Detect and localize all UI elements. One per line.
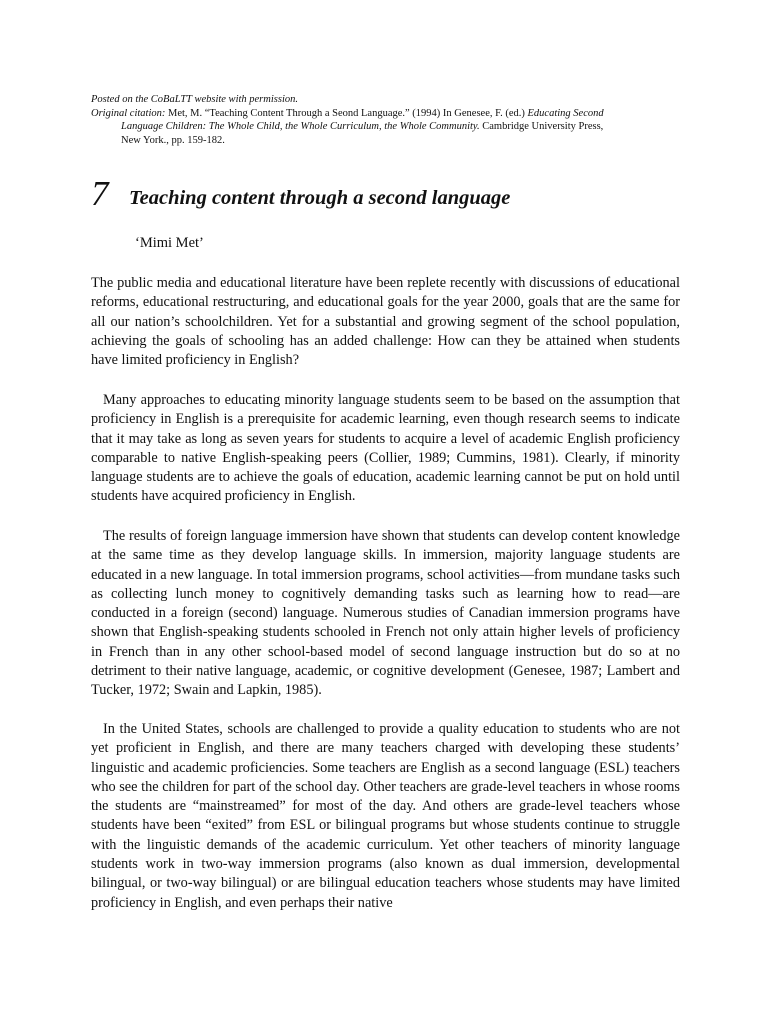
chapter-number: 7 [91, 174, 109, 213]
citation-publisher: Cambridge University Press, [479, 121, 604, 133]
body-paragraph-2: Many approaches to educating minority language students seem to be based on the assumption that proficiency in English is a prerequisite for academic learning, even though research seems to indicate that it may take as long as seven years for students to acquire a level of academic English proficiency comparable to native English-speaking peers (Collier, 1989; Cummins, 1981). Clearly, if minority language students are to achieve the goals of education, academic learning cannot be put on hold until students have acquired proficiency in English. [91, 392, 680, 505]
citation-end: New York., pp. 159-182. [121, 134, 225, 146]
chapter-title: Teaching content through a second language [129, 187, 511, 209]
posted-notice: Posted on the CoBaLTT website with permission. [91, 94, 298, 105]
body-paragraph-1: The public media and educational literature have been replete recently with discussions of educational reforms, educational restructuring, and educational goals for the year 2000, goals that are the same for all our nation’s schoolchildren. Yet for a substantial and growing segment of the school population, achieving the goals of schooling has an added challenge: How can they be attained when students have limited proficiency in English? [91, 275, 680, 369]
body-paragraph-4: In the United States, schools are challenged to provide a quality education to students who are not yet proficient in English, and there are many teachers charged with developing these students’ linguistic and academic proficiencies. Some teachers are English as a second language (ESL) teachers who see the children for part of the school day. Other teachers are grade-level teachers in whose rooms the students are “mainstreamed” for most of the day. And others are grade-level teachers whose students have been “exited” from ESL or bilingual programs but whose students continue to struggle with the linguistic demands of the academic curriculum. Yet other teachers of minority language students work in two-way immersion programs (also known as dual immersion, developmental bilingual, or two-way bilingual) or are bilingual education teachers whose students may have limited proficiency in English, and even perhaps their native [91, 721, 680, 911]
citation-label: Original citation: [91, 107, 166, 119]
citation-book-title-a: Educating Second [527, 107, 604, 119]
body-paragraph-3: The results of foreign language immersion have shown that students can develop content knowledge at the same time as they develop language skills. In immersion, majority language students are educated in a new language. In total immersion programs, school activities—from mundane tasks such as collecting lunch money to cognitively demanding tasks such as learning how to read—are conducted in a foreign (second) language. Numerous studies of Canadian immersion programs have shown that English-speaking students schooled in French not only attain higher levels of proficiency in French than in any other school-based model of second language instruction but do so at no detriment to their native language, academic, or cognitive development (Genesee, 1987; Lambert and Tucker, 1972; Swain and Lapkin, 1985). [91, 528, 680, 699]
author-name: ‘Mimi Met’ [135, 235, 204, 251]
citation-book-title-b: Language Children: The Whole Child, the Whole Curriculum, the Whole Community. [121, 121, 480, 133]
citation-main: Met, M. “Teaching Content Through a Seond Language.” (1994) In Genesee, F. (ed.) [165, 107, 528, 119]
chapter-heading [91, 174, 691, 216]
original-citation [91, 107, 691, 121]
citation-continued [91, 120, 691, 134]
citation-header [91, 93, 691, 147]
